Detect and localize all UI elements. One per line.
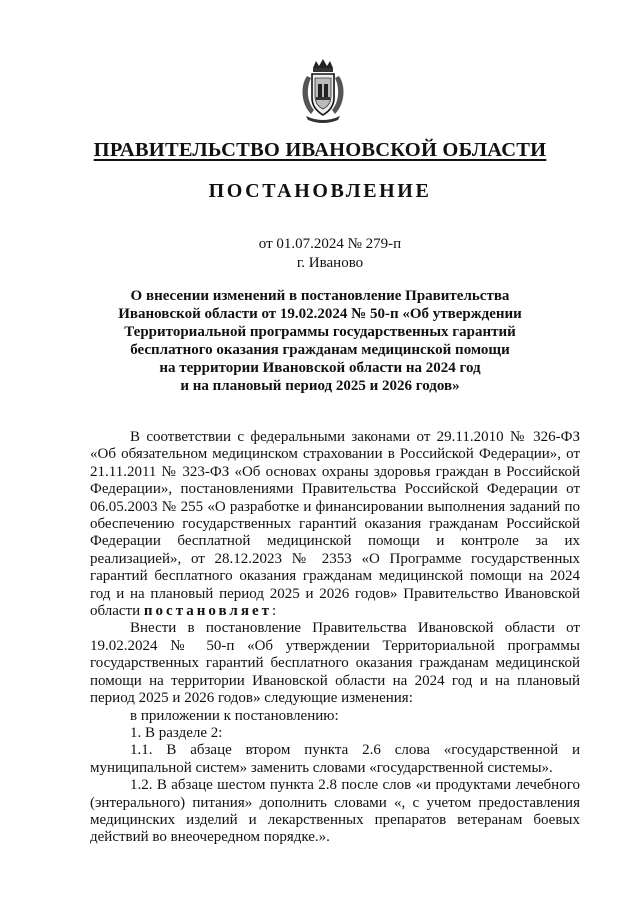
title-line: О внесении изменений в постановление Правительства (130, 288, 510, 304)
coat-of-arms-icon (297, 58, 349, 124)
item-1-1-paragraph: 1.1. В абзаце втором пункта 2.6 слова «государственной и муниципальной систем» заменить словами «государственной системы». (90, 742, 580, 776)
city: г. Иваново (296, 255, 364, 271)
organization-name: ПРАВИТЕЛЬСТВО ИВАНОВСКОЙ ОБЛАСТИ (93, 139, 547, 161)
document-title (100, 287, 540, 395)
preamble-paragraph (90, 429, 580, 620)
document-type: ПОСТАНОВЛЕНИЕ (208, 180, 432, 202)
amendment-paragraph: Внести в постановление Правительства Ивановской области от 19.02.2024 № 50-п «Об утверждении Территориальной программы государственных гарантий бесплатного оказания гражданам медицинской помощи на территории Ивановской области на 2024 год и на плановый период 2025 и 2026 годов» следующие изменения: (90, 620, 580, 707)
appendix-paragraph: в приложении к постановлению: (130, 707, 339, 724)
title-line: Территориальной программы государственных гарантий (124, 324, 516, 340)
title-line: Ивановской области от 19.02.2024 № 50-п «Об утверждении (118, 306, 522, 322)
title-line: на территории Ивановской области на 2024 год (159, 360, 481, 376)
title-line: и на плановый период 2025 и 2026 годов» (180, 378, 460, 394)
decree-colon: : (272, 603, 277, 620)
decree-word: постановляет (143, 603, 272, 620)
item-1-2-paragraph: 1.2. В абзаце шестом пункта 2.8 после слов «и продуктами лечебного (энтерального) питания» дополнить словами «, с учетом предоставления медицинских изделий и лекарственных препаратов ветеранам боевых действий во внеочередном порядке.». (90, 777, 580, 846)
date-number: от 01.07.2024 № 279-п (258, 236, 402, 252)
document-body (90, 429, 580, 847)
section-paragraph: 1. В разделе 2: (130, 724, 223, 741)
title-line: бесплатного оказания гражданам медицинской помощи (130, 342, 510, 358)
preamble-text: В соответствии с федеральными законами от 29.11.2010 № 326-ФЗ «Об обязательном медицинском страховании в Российской Федерации», от 21.11.2011 № 323-ФЗ «Об основах охраны здоровья граждан в Российской Федерации», постановлениями Правительства Российской Федерации от 06.05.2003 № 255 «О разработке и финансировании выполнения заданий по обеспечению государственных гарантий оказания гражданам Российской Федерации бесплатной медицинской помощи и контроле за их реализацией», от 28.12.2023 № 2353 «О Программе государственных гарантий бесплатного оказания гражданам медицинской помощи на 2024 год и на плановый период 2025 и 2026 годов» Правительство Ивановской области (90, 429, 580, 620)
